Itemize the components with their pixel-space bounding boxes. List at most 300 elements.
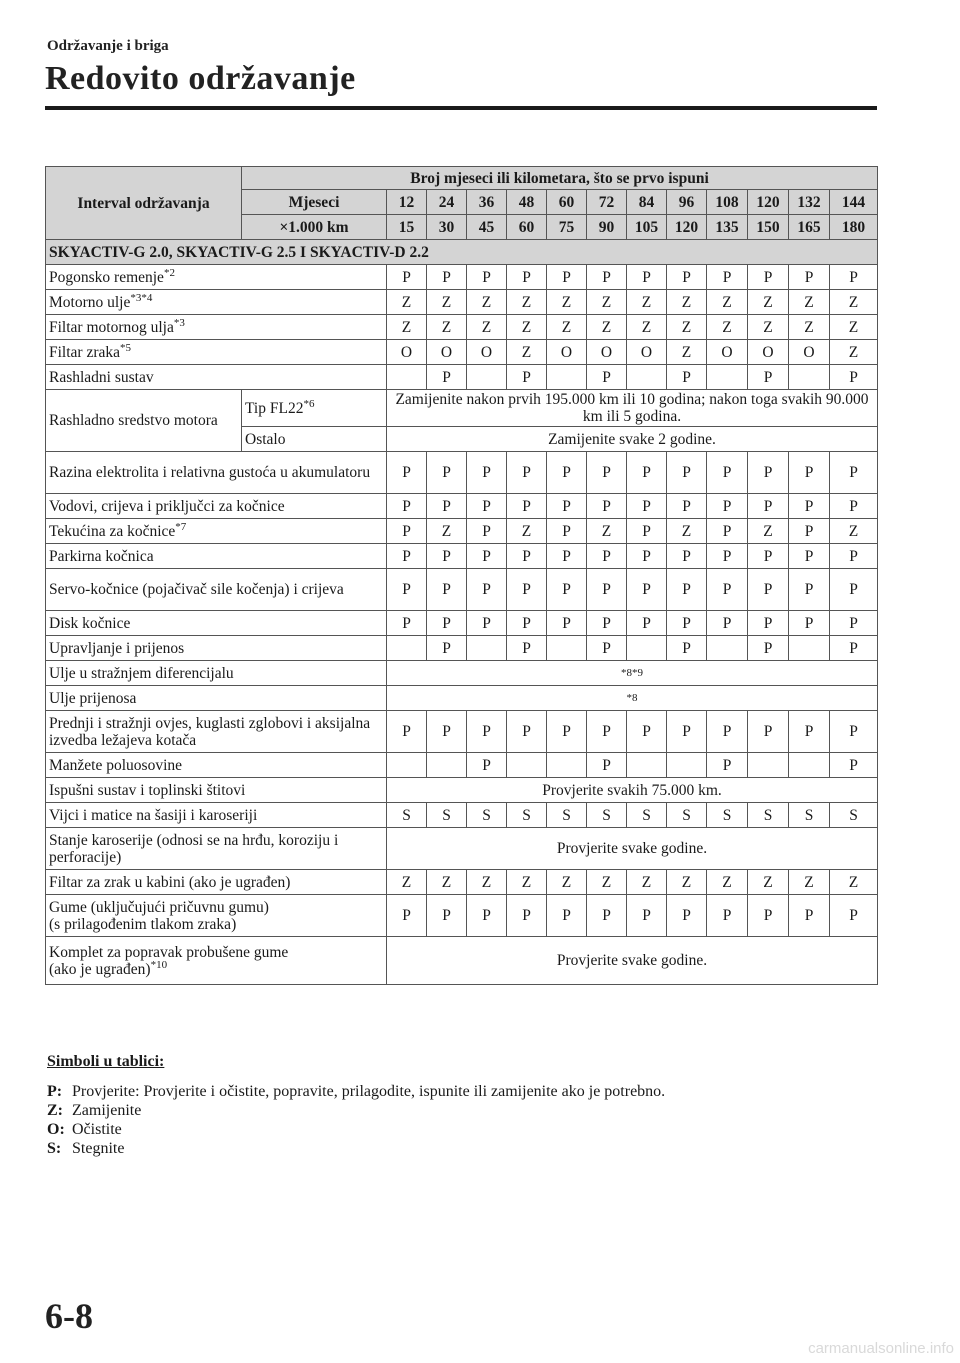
item-label	[46, 753, 387, 778]
item-label: Filtar za zrak u kabini (ako je ugrađen)	[46, 870, 387, 895]
item-label-text: Filtar motornog ulja	[49, 318, 174, 336]
months-label: Mjeseci	[242, 190, 387, 215]
schedule-row	[46, 365, 878, 390]
schedule-value: P	[587, 895, 627, 937]
schedule-value: P	[707, 452, 748, 494]
months-cell: 12	[387, 190, 427, 215]
item-label	[46, 265, 387, 290]
schedule-value: P	[467, 711, 507, 753]
km-cell: 105	[627, 215, 667, 240]
schedule-value: P	[627, 711, 667, 753]
months-cell: 144	[830, 190, 878, 215]
schedule-value: O	[587, 340, 627, 365]
schedule-value: Z	[387, 315, 427, 340]
schedule-value: O	[627, 340, 667, 365]
schedule-row	[46, 895, 878, 937]
schedule-value: P	[387, 452, 427, 494]
schedule-value	[507, 753, 547, 778]
footnote-ref: *8	[387, 686, 878, 711]
schedule-row	[46, 611, 878, 636]
schedule-value: P	[667, 569, 707, 611]
schedule-value: P	[547, 544, 587, 569]
schedule-value: Z	[547, 870, 587, 895]
schedule-value: P	[587, 494, 627, 519]
item-label	[46, 519, 387, 544]
item-label	[46, 544, 387, 569]
schedule-value: P	[667, 636, 707, 661]
schedule-value	[547, 365, 587, 390]
schedule-value: P	[467, 611, 507, 636]
schedule-value: P	[667, 611, 707, 636]
schedule-value: P	[587, 452, 627, 494]
schedule-value: P	[547, 611, 587, 636]
schedule-value: P	[507, 569, 547, 611]
schedule-value: Z	[627, 315, 667, 340]
schedule-value: P	[467, 895, 507, 937]
schedule-value	[789, 753, 830, 778]
schedule-row	[46, 315, 878, 340]
schedule-value: P	[707, 494, 748, 519]
months-cell: 132	[789, 190, 830, 215]
schedule-value: P	[627, 895, 667, 937]
schedule-value	[707, 636, 748, 661]
schedule-value: P	[547, 895, 587, 937]
schedule-value: Z	[789, 290, 830, 315]
schedule-value: P	[707, 569, 748, 611]
schedule-value: P	[507, 494, 547, 519]
schedule-value: Z	[830, 290, 878, 315]
schedule-value	[387, 636, 427, 661]
schedule-row	[46, 290, 878, 315]
schedule-value: P	[467, 753, 507, 778]
schedule-value: P	[830, 611, 878, 636]
schedule-value: Z	[467, 315, 507, 340]
schedule-value: P	[467, 452, 507, 494]
schedule-value: P	[387, 494, 427, 519]
schedule-value	[789, 365, 830, 390]
schedule-value: P	[789, 611, 830, 636]
header-row-interval	[46, 167, 878, 190]
schedule-value	[627, 636, 667, 661]
schedule-value: Z	[707, 290, 748, 315]
schedule-value: P	[427, 494, 467, 519]
schedule-value: Z	[707, 870, 748, 895]
schedule-value: P	[587, 636, 627, 661]
symbol-legend-item	[47, 1083, 665, 1101]
schedule-value: P	[627, 494, 667, 519]
item-label	[46, 290, 387, 315]
schedule-value: P	[507, 365, 547, 390]
schedule-value: P	[667, 895, 707, 937]
item-label: Ulje prijenosa	[46, 686, 387, 711]
schedule-value: Z	[587, 315, 627, 340]
item-label-line-1: Gume (uključujući pričuvnu gumu)	[49, 898, 269, 916]
symbol-legend-item	[47, 1102, 141, 1120]
schedule-value: S	[627, 803, 667, 828]
schedule-value: P	[627, 569, 667, 611]
exhaust-label: Ispušni sustav i toplinski štitovi	[46, 778, 387, 803]
exhaust-text: Provjerite svakih 75.000 km.	[387, 778, 878, 803]
schedule-value: P	[789, 569, 830, 611]
schedule-value: Z	[627, 290, 667, 315]
page-number: 6-8	[45, 1296, 93, 1336]
item-label	[46, 895, 387, 937]
schedule-row	[46, 636, 878, 661]
coolant-other-text: Zamijenite svake 2 godine.	[387, 427, 878, 452]
km-cell: 30	[427, 215, 467, 240]
exhaust-row	[46, 778, 878, 803]
item-label	[46, 365, 387, 390]
km-cell: 135	[707, 215, 748, 240]
item-label	[46, 711, 387, 753]
item-label	[46, 611, 387, 636]
schedule-value: P	[627, 519, 667, 544]
schedule-value: O	[387, 340, 427, 365]
km-cell: 180	[830, 215, 878, 240]
schedule-value: S	[748, 803, 789, 828]
schedule-value: Z	[587, 290, 627, 315]
schedule-value	[387, 365, 427, 390]
schedule-value: P	[507, 636, 547, 661]
coolant-other-label: Ostalo	[242, 427, 387, 452]
schedule-value: P	[507, 611, 547, 636]
schedule-value: P	[748, 711, 789, 753]
months-cell: 36	[467, 190, 507, 215]
months-cell: 96	[667, 190, 707, 215]
schedule-value: Z	[507, 290, 547, 315]
schedule-value: P	[830, 544, 878, 569]
km-cell: 45	[467, 215, 507, 240]
schedule-value: P	[427, 265, 467, 290]
schedule-value: P	[547, 711, 587, 753]
symbol-description: Provjerite: Provjerite i očistite, popravite, prilagodite, ispunite ili zamijenite ako je potrebno.	[72, 1083, 666, 1100]
schedule-value: P	[587, 711, 627, 753]
schedule-value: Z	[587, 870, 627, 895]
schedule-value: P	[507, 452, 547, 494]
body-condition-row	[46, 828, 878, 870]
schedule-value: Z	[427, 519, 467, 544]
footnote-ref: *2	[163, 266, 175, 279]
item-label-text: Disk kočnice	[49, 614, 131, 632]
schedule-value: P	[427, 544, 467, 569]
schedule-value: P	[789, 544, 830, 569]
schedule-value: Z	[667, 870, 707, 895]
schedule-value: Z	[789, 315, 830, 340]
symbol-key: O:	[47, 1121, 65, 1138]
schedule-row	[46, 753, 878, 778]
schedule-value: P	[547, 494, 587, 519]
schedule-value: Z	[587, 519, 627, 544]
schedule-value: S	[507, 803, 547, 828]
title-divider	[45, 106, 877, 110]
schedule-value: P	[547, 569, 587, 611]
interval-corner-cell: Interval održavanja	[46, 167, 242, 240]
coolant-row-type	[46, 390, 878, 427]
item-label	[46, 315, 387, 340]
schedule-value: Z	[830, 340, 878, 365]
footnote-ref: *3*4	[130, 291, 153, 304]
schedule-value: P	[789, 452, 830, 494]
schedule-value: P	[427, 569, 467, 611]
symbol-description: Stegnite	[72, 1140, 125, 1157]
schedule-value	[748, 753, 789, 778]
schedule-value: P	[587, 265, 627, 290]
schedule-value: Z	[387, 870, 427, 895]
schedule-value: Z	[748, 290, 789, 315]
schedule-value: P	[427, 895, 467, 937]
schedule-value: Z	[667, 519, 707, 544]
page-title: Redovito održavanje	[45, 60, 356, 97]
symbol-description: Zamijenite	[72, 1102, 142, 1119]
schedule-row	[46, 265, 878, 290]
schedule-value: P	[387, 569, 427, 611]
schedule-value: P	[830, 895, 878, 937]
months-cell: 24	[427, 190, 467, 215]
schedule-value: P	[587, 611, 627, 636]
schedule-value: S	[667, 803, 707, 828]
schedule-value: Z	[667, 315, 707, 340]
schedule-value: P	[748, 265, 789, 290]
schedule-value: Z	[427, 315, 467, 340]
schedule-value: P	[667, 494, 707, 519]
schedule-value: P	[748, 569, 789, 611]
schedule-value: Z	[547, 315, 587, 340]
schedule-value: P	[667, 265, 707, 290]
schedule-value: O	[427, 340, 467, 365]
schedule-value: P	[789, 895, 830, 937]
schedule-value: P	[789, 519, 830, 544]
schedule-value: P	[830, 265, 878, 290]
schedule-value: Z	[427, 870, 467, 895]
footnote-row	[46, 661, 878, 686]
item-label-text: Filtar zraka	[49, 343, 121, 361]
item-label: Vijci i matice na šasiji i karoseriji	[46, 803, 387, 828]
schedule-value: P	[427, 365, 467, 390]
km-cell: 150	[748, 215, 789, 240]
schedule-value: P	[547, 519, 587, 544]
months-cell: 72	[587, 190, 627, 215]
schedule-value	[387, 753, 427, 778]
symbol-key: S:	[47, 1140, 62, 1157]
item-label-text: Tekućina za kočnice	[49, 522, 176, 540]
km-cell: 75	[547, 215, 587, 240]
schedule-value: P	[707, 753, 748, 778]
schedule-value: P	[667, 365, 707, 390]
item-label-line-2: (s prilagođenim tlakom zraka)	[49, 915, 237, 933]
schedule-value: P	[748, 365, 789, 390]
schedule-value: P	[387, 611, 427, 636]
schedule-value: P	[467, 544, 507, 569]
months-cell: 108	[707, 190, 748, 215]
schedule-value: P	[427, 611, 467, 636]
schedule-value: O	[707, 340, 748, 365]
schedule-value: S	[707, 803, 748, 828]
schedule-value: Z	[830, 315, 878, 340]
schedule-value: Z	[748, 870, 789, 895]
item-label-text: Upravljanje i prijenos	[49, 639, 185, 657]
item-label-text: Manžete poluosovine	[49, 756, 183, 774]
section-label: Održavanje i briga	[47, 38, 169, 54]
schedule-value: S	[830, 803, 878, 828]
footnote-ref: *8*9	[387, 661, 878, 686]
schedule-value: S	[587, 803, 627, 828]
schedule-value: Z	[627, 870, 667, 895]
schedule-value: S	[387, 803, 427, 828]
schedule-value: Z	[547, 290, 587, 315]
schedule-value: P	[467, 569, 507, 611]
schedule-value: P	[387, 544, 427, 569]
schedule-value: Z	[507, 315, 547, 340]
schedule-value: P	[789, 711, 830, 753]
schedule-value: P	[387, 895, 427, 937]
item-label-text: Pogonsko remenje	[49, 268, 164, 286]
schedule-value: S	[547, 803, 587, 828]
schedule-value: P	[587, 569, 627, 611]
schedule-value: P	[507, 265, 547, 290]
schedule-value: P	[627, 265, 667, 290]
schedule-value: P	[627, 544, 667, 569]
schedule-value: P	[387, 711, 427, 753]
item-label-text: Razina elektrolita i relativna gustoća u akumulatoru	[49, 464, 371, 481]
schedule-value	[789, 636, 830, 661]
symbol-key: P:	[47, 1083, 63, 1100]
schedule-value: P	[707, 265, 748, 290]
schedule-row	[46, 452, 878, 494]
engine-section-label: SKYACTIV-G 2.0, SKYACTIV-G 2.5 I SKYACTIV-D 2.2	[46, 240, 878, 265]
schedule-value: P	[667, 711, 707, 753]
symbols-title: Simboli u tablici:	[47, 1053, 165, 1070]
schedule-value: P	[707, 611, 748, 636]
schedule-value: P	[830, 494, 878, 519]
schedule-value: Z	[507, 870, 547, 895]
schedule-value: P	[830, 452, 878, 494]
interval-heading: Broj mjeseci ili kilometara, što se prvo ispuni	[242, 167, 878, 190]
km-cell: 120	[667, 215, 707, 240]
schedule-value: P	[748, 494, 789, 519]
schedule-value: P	[387, 265, 427, 290]
schedule-value: P	[427, 711, 467, 753]
schedule-value: P	[547, 452, 587, 494]
schedule-value: P	[627, 611, 667, 636]
schedule-value: Z	[748, 519, 789, 544]
schedule-value: S	[467, 803, 507, 828]
schedule-value: P	[707, 895, 748, 937]
schedule-value	[667, 753, 707, 778]
schedule-value: Z	[830, 519, 878, 544]
schedule-value: O	[748, 340, 789, 365]
footnote-row	[46, 686, 878, 711]
km-label: ×1.000 km	[242, 215, 387, 240]
months-cell: 60	[547, 190, 587, 215]
item-label-text: Parkirna kočnica	[49, 547, 154, 565]
schedule-value	[627, 753, 667, 778]
schedule-value	[627, 365, 667, 390]
item-label	[46, 340, 387, 365]
item-label	[46, 569, 387, 611]
schedule-value: Z	[707, 315, 748, 340]
km-cell: 15	[387, 215, 427, 240]
km-cell: 60	[507, 215, 547, 240]
schedule-value: P	[507, 544, 547, 569]
schedule-value: P	[467, 265, 507, 290]
schedule-value: P	[427, 452, 467, 494]
item-label-text: Vodovi, crijeva i priključci za kočnice	[49, 497, 285, 515]
schedule-value: P	[830, 711, 878, 753]
coolant-type-text: Zamijenite nakon prvih 195.000 km ili 10 godina; nakon toga svakih 90.000 km ili 5 godina.	[387, 390, 878, 427]
schedule-value: Z	[427, 290, 467, 315]
schedule-value: Z	[667, 340, 707, 365]
schedule-value	[707, 365, 748, 390]
schedule-value: P	[830, 365, 878, 390]
item-label-text: Prednji i stražnji ovjes, kuglasti zglobovi i aksijalna izvedba ležajeva kotača	[49, 714, 371, 749]
schedule-value: P	[707, 544, 748, 569]
schedule-value: Z	[467, 870, 507, 895]
months-cell: 120	[748, 190, 789, 215]
schedule-value: Z	[830, 870, 878, 895]
coolant-type-label: Tip FL22$^{*6}$	[242, 390, 387, 427]
schedule-value: S	[789, 803, 830, 828]
schedule-value: O	[789, 340, 830, 365]
schedule-row	[46, 519, 878, 544]
schedule-value: P	[830, 569, 878, 611]
schedule-value: Z	[748, 315, 789, 340]
schedule-value	[547, 753, 587, 778]
schedule-value: P	[748, 544, 789, 569]
schedule-value: Z	[789, 870, 830, 895]
schedule-value: O	[547, 340, 587, 365]
footnote-ref: *5	[120, 341, 132, 354]
km-cell: 90	[587, 215, 627, 240]
schedule-value: S	[427, 803, 467, 828]
schedule-row	[46, 870, 878, 895]
schedule-value: Z	[387, 290, 427, 315]
maintenance-schedule-table	[45, 166, 878, 985]
schedule-value	[467, 636, 507, 661]
km-cell: 165	[789, 215, 830, 240]
schedule-value: P	[789, 265, 830, 290]
months-cell: 84	[627, 190, 667, 215]
schedule-value: P	[587, 753, 627, 778]
schedule-value: P	[830, 753, 878, 778]
symbol-description: Očistite	[72, 1121, 122, 1138]
schedule-value: P	[748, 452, 789, 494]
symbol-legend-item	[47, 1121, 122, 1139]
item-label-text: Rashladni sustav	[49, 368, 154, 386]
schedule-value: P	[627, 452, 667, 494]
symbol-key: Z:	[47, 1102, 63, 1119]
schedule-value: P	[587, 365, 627, 390]
schedule-value: Z	[667, 290, 707, 315]
schedule-value: P	[507, 711, 547, 753]
schedule-row	[46, 803, 878, 828]
item-label-text: Motorno ulje	[49, 293, 131, 311]
item-label	[46, 636, 387, 661]
schedule-value: P	[789, 494, 830, 519]
schedule-value: P	[507, 895, 547, 937]
schedule-value: P	[748, 895, 789, 937]
schedule-value: P	[667, 544, 707, 569]
schedule-value: P	[748, 611, 789, 636]
schedule-value	[427, 753, 467, 778]
repair-kit-row	[46, 937, 878, 985]
schedule-row	[46, 544, 878, 569]
schedule-value	[547, 636, 587, 661]
watermark: carmanualsonline.info	[808, 1340, 954, 1357]
repair-kit-label: Komplet za popravak probušene gume (ako je ugrađen)$^{*10}$	[46, 937, 387, 985]
schedule-row	[46, 494, 878, 519]
schedule-value: Z	[507, 340, 547, 365]
item-label-text: Servo-kočnice (pojačivač sile kočenja) i crijeva	[49, 581, 344, 598]
